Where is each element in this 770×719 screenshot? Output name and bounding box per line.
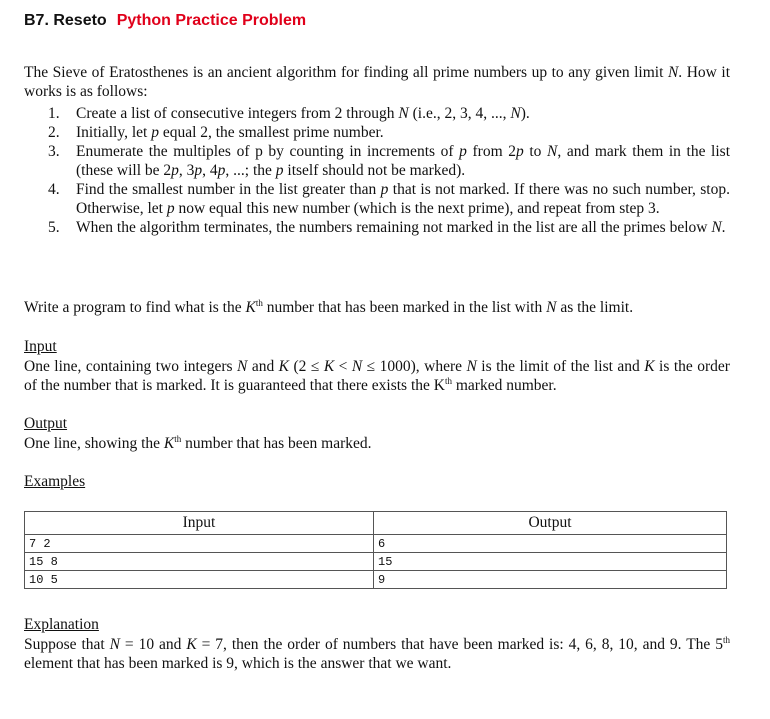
problem-header bbox=[24, 12, 306, 30]
problem-code: B7. Reseto bbox=[24, 12, 107, 29]
output-title: Output bbox=[24, 415, 68, 432]
problem-tag: Python Practice Problem bbox=[116, 12, 307, 29]
algorithm-step: 1. Create a list of consecutive integers from 2 through N (i.e., 2, 3, 4, ..., N). bbox=[48, 105, 530, 122]
column-header-output: Output bbox=[374, 512, 727, 535]
example-row bbox=[25, 535, 727, 553]
algorithm-step: 5. When the algorithm terminates, the numbers remaining not marked in the list are all the primes below N. bbox=[48, 219, 726, 236]
algorithm-step: 4. Find the smallest number in the list greater than p that is not marked. If there was no such number, stop. Otherwise, let p now equal this new number (which is the next prime), and repeat from step 3. bbox=[48, 181, 730, 217]
column-header-input: Input bbox=[25, 512, 374, 535]
step-number: 1. bbox=[48, 105, 60, 122]
example-row bbox=[25, 571, 727, 589]
example-input: 7 2 bbox=[25, 535, 374, 553]
example-output: 9 bbox=[374, 571, 727, 589]
examples-table bbox=[24, 511, 727, 589]
explanation-text: Suppose that N = 10 and K = 7, then the order of numbers that have been marked is: 4, 6, 8, 10, and 9. The 5th element that has been marked is 9, which is the answer that we want. bbox=[24, 634, 730, 672]
algorithm-step: 3. Enumerate the multiples of p by counting in increments of p from 2p to N, and mark them in the list (these will be 2p, 3p, 4p, ...; the p itself should not be marked). bbox=[48, 143, 731, 179]
example-input: 10 5 bbox=[25, 571, 374, 589]
step-number: 5. bbox=[48, 219, 60, 236]
output-description: One line, showing the $K^{th}$ number that has been marked. bbox=[24, 433, 372, 452]
intro-paragraph: The Sieve of Eratosthenes is an ancient algorithm for finding all prime numbers up to any given limit N. How it works is as follows: bbox=[24, 64, 731, 100]
algorithm-step: 2. Initially, let p equal 2, the smallest prime number. bbox=[48, 124, 384, 141]
step-number: 4. bbox=[48, 181, 60, 198]
step-number: 2. bbox=[48, 124, 60, 141]
algorithm-steps bbox=[48, 104, 730, 237]
input-title: Input bbox=[24, 338, 57, 355]
example-output: 6 bbox=[374, 535, 727, 553]
task-statement: Write a program to find what is the $K^{th}$ number that has been marked in the list with N as the limit. bbox=[24, 297, 634, 316]
step-number: 3. bbox=[48, 143, 60, 160]
examples-title: Examples bbox=[24, 473, 86, 490]
input-description: One line, containing two integers N and K (2 ≤ K < N ≤ 1000), where N is the limit of the list and K is the order of the number that is marked. It is guaranteed that there exists the $K^{th}$ marked number. bbox=[24, 358, 730, 394]
explanation-title: Explanation bbox=[24, 616, 99, 633]
example-row bbox=[25, 553, 727, 571]
example-input: 15 8 bbox=[25, 553, 374, 571]
example-output: 15 bbox=[374, 553, 727, 571]
